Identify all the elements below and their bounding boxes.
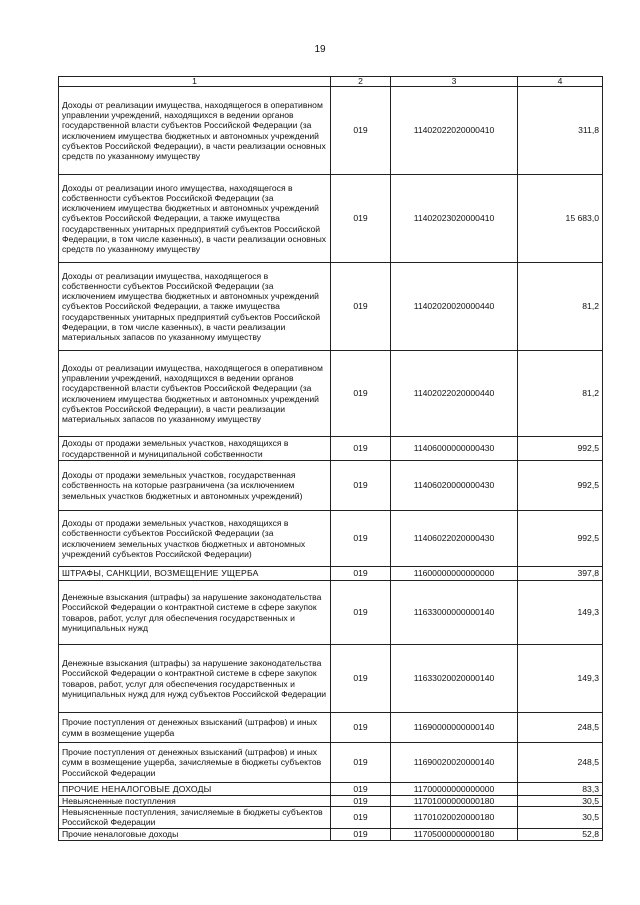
- header-col-3: 3: [391, 77, 518, 87]
- row-code: 019: [331, 87, 391, 175]
- table-row: [59, 437, 603, 461]
- table-row: [59, 807, 603, 828]
- table-row: [59, 581, 603, 645]
- row-kbk: 11690000000000140: [391, 713, 518, 743]
- row-name: Доходы от реализации иного имущества, находящегося в собственности субъектов Российской Федерации (за исключением имущества бюджетных и автономных учреждений субъектов Российской Федерации, а также имущества государственных унитарных предприятий субъектов Российской Федерации, в том числе казенных), в части реализации основных средств по указанному имуществу: [59, 175, 331, 263]
- page-number: 19: [314, 44, 326, 55]
- row-sum: 248,5: [518, 743, 603, 783]
- table-row: [59, 87, 603, 175]
- revenue-table: [58, 76, 603, 841]
- row-kbk: 11406020000000430: [391, 461, 518, 511]
- row-name: Денежные взыскания (штрафы) за нарушение законодательства Российской Федерации о контрактной системе в сфере закупок товаров, работ, услуг для обеспечения государственных и муниципальных нужд: [59, 581, 331, 645]
- row-code: 019: [331, 351, 391, 437]
- table-row: [59, 263, 603, 351]
- row-code: 019: [331, 807, 391, 828]
- header-row: [59, 77, 603, 87]
- row-kbk: 11406022020000430: [391, 511, 518, 567]
- row-kbk: 11700000000000000: [391, 783, 518, 796]
- row-kbk: 11701000000000180: [391, 796, 518, 807]
- row-sum: 992,5: [518, 437, 603, 461]
- row-name: Доходы от реализации имущества, находящегося в оперативном управлении учреждений, находящихся в ведении органов государственной власти субъектов Российской Федерации (за исключением имущества бюджетных и автономных учреждений субъектов Российской Федерации), в части реализации материальных запасов по указанному имуществу: [59, 351, 331, 437]
- row-sum: 397,8: [518, 567, 603, 581]
- header-col-4: 4: [518, 77, 603, 87]
- table-row: [59, 713, 603, 743]
- row-name: Доходы от продажи земельных участков, государственная собственность на которые разграничена (за исключением земельных участков бюджетных и автономных учреждений): [59, 461, 331, 511]
- row-sum: 30,5: [518, 796, 603, 807]
- row-sum: 83,3: [518, 783, 603, 796]
- row-kbk: 11406000000000430: [391, 437, 518, 461]
- row-code: 019: [331, 743, 391, 783]
- row-sum: 81,2: [518, 263, 603, 351]
- row-code: 019: [331, 713, 391, 743]
- table-row: [59, 645, 603, 713]
- row-kbk: 11633000000000140: [391, 581, 518, 645]
- row-sum: 311,8: [518, 87, 603, 175]
- row-kbk: 11701020020000180: [391, 807, 518, 828]
- row-code: 019: [331, 461, 391, 511]
- row-sum: 992,5: [518, 461, 603, 511]
- table-row: [59, 175, 603, 263]
- row-kbk: 11402023020000410: [391, 175, 518, 263]
- table-row: [59, 351, 603, 437]
- row-code: 019: [331, 175, 391, 263]
- header-col-1: 1: [59, 77, 331, 87]
- row-kbk: 11705000000000180: [391, 828, 518, 840]
- row-kbk: 11633020020000140: [391, 645, 518, 713]
- row-code: 019: [331, 511, 391, 567]
- table-row: [59, 511, 603, 567]
- row-sum: 81,2: [518, 351, 603, 437]
- header-col-2: 2: [331, 77, 391, 87]
- row-name: Денежные взыскания (штрафы) за нарушение законодательства Российской Федерации о контрактной системе в сфере закупок товаров, работ, услуг для обеспечения государственных и муниципальных нужд для нужд субъектов Российской Федерации: [59, 645, 331, 713]
- table-row: [59, 828, 603, 840]
- row-kbk: 11402022020000410: [391, 87, 518, 175]
- row-code: 019: [331, 263, 391, 351]
- row-code: 019: [331, 567, 391, 581]
- row-sum: 992,5: [518, 511, 603, 567]
- row-name: Прочие поступления от денежных взысканий (штрафов) и иных сумм в возмещение ущерба: [59, 713, 331, 743]
- row-name: Доходы от продажи земельных участков, находящихся в государственной и муниципальной собственности: [59, 437, 331, 461]
- row-name: Прочие поступления от денежных взысканий (штрафов) и иных сумм в возмещение ущерба, зачисляемые в бюджеты субъектов Российской Федерации: [59, 743, 331, 783]
- row-code: 019: [331, 796, 391, 807]
- row-name: Прочие неналоговые доходы: [59, 828, 331, 840]
- table-row: [59, 783, 603, 796]
- row-kbk: 11402022020000440: [391, 351, 518, 437]
- row-name: Невыясненные поступления, зачисляемые в бюджеты субъектов Российской Федерации: [59, 807, 331, 828]
- row-code: 019: [331, 783, 391, 796]
- row-sum: 248,5: [518, 713, 603, 743]
- row-name: ШТРАФЫ, САНКЦИИ, ВОЗМЕЩЕНИЕ УЩЕРБА: [59, 567, 331, 581]
- row-name: Доходы от продажи земельных участков, находящихся в собственности субъектов Российской Федерации (за исключением земельных участков бюджетных и автономных учреждений субъектов Российской Федерации): [59, 511, 331, 567]
- row-name: Доходы от реализации имущества, находящегося в собственности субъектов Российской Федерации (за исключением имущества бюджетных и автономных учреждений субъектов Российской Федерации, а также имущества государственных унитарных предприятий субъектов Российской Федерации, в том числе казенных), в части реализации материальных запасов по указанному имуществу: [59, 263, 331, 351]
- row-name: ПРОЧИЕ НЕНАЛОГОВЫЕ ДОХОДЫ: [59, 783, 331, 796]
- row-code: 019: [331, 828, 391, 840]
- row-kbk: 11690020020000140: [391, 743, 518, 783]
- row-name: Доходы от реализации имущества, находящегося в оперативном управлении учреждений, находящихся в ведении органов государственной власти субъектов Российской Федерации (за исключением имущества бюджетных и автономных учреждений субъектов Российской Федерации), в части реализации основных средств по указанному имуществу: [59, 87, 331, 175]
- row-sum: 149,3: [518, 645, 603, 713]
- row-name: Невыясненные поступления: [59, 796, 331, 807]
- table-row: [59, 743, 603, 783]
- row-kbk: 11402020020000440: [391, 263, 518, 351]
- row-sum: 149,3: [518, 581, 603, 645]
- row-sum: 30,5: [518, 807, 603, 828]
- row-code: 019: [331, 581, 391, 645]
- row-kbk: 11600000000000000: [391, 567, 518, 581]
- table-row: [59, 796, 603, 807]
- row-sum: 52,8: [518, 828, 603, 840]
- row-code: 019: [331, 437, 391, 461]
- table-row: [59, 461, 603, 511]
- row-sum: 15 683,0: [518, 175, 603, 263]
- row-code: 019: [331, 645, 391, 713]
- table-row: [59, 567, 603, 581]
